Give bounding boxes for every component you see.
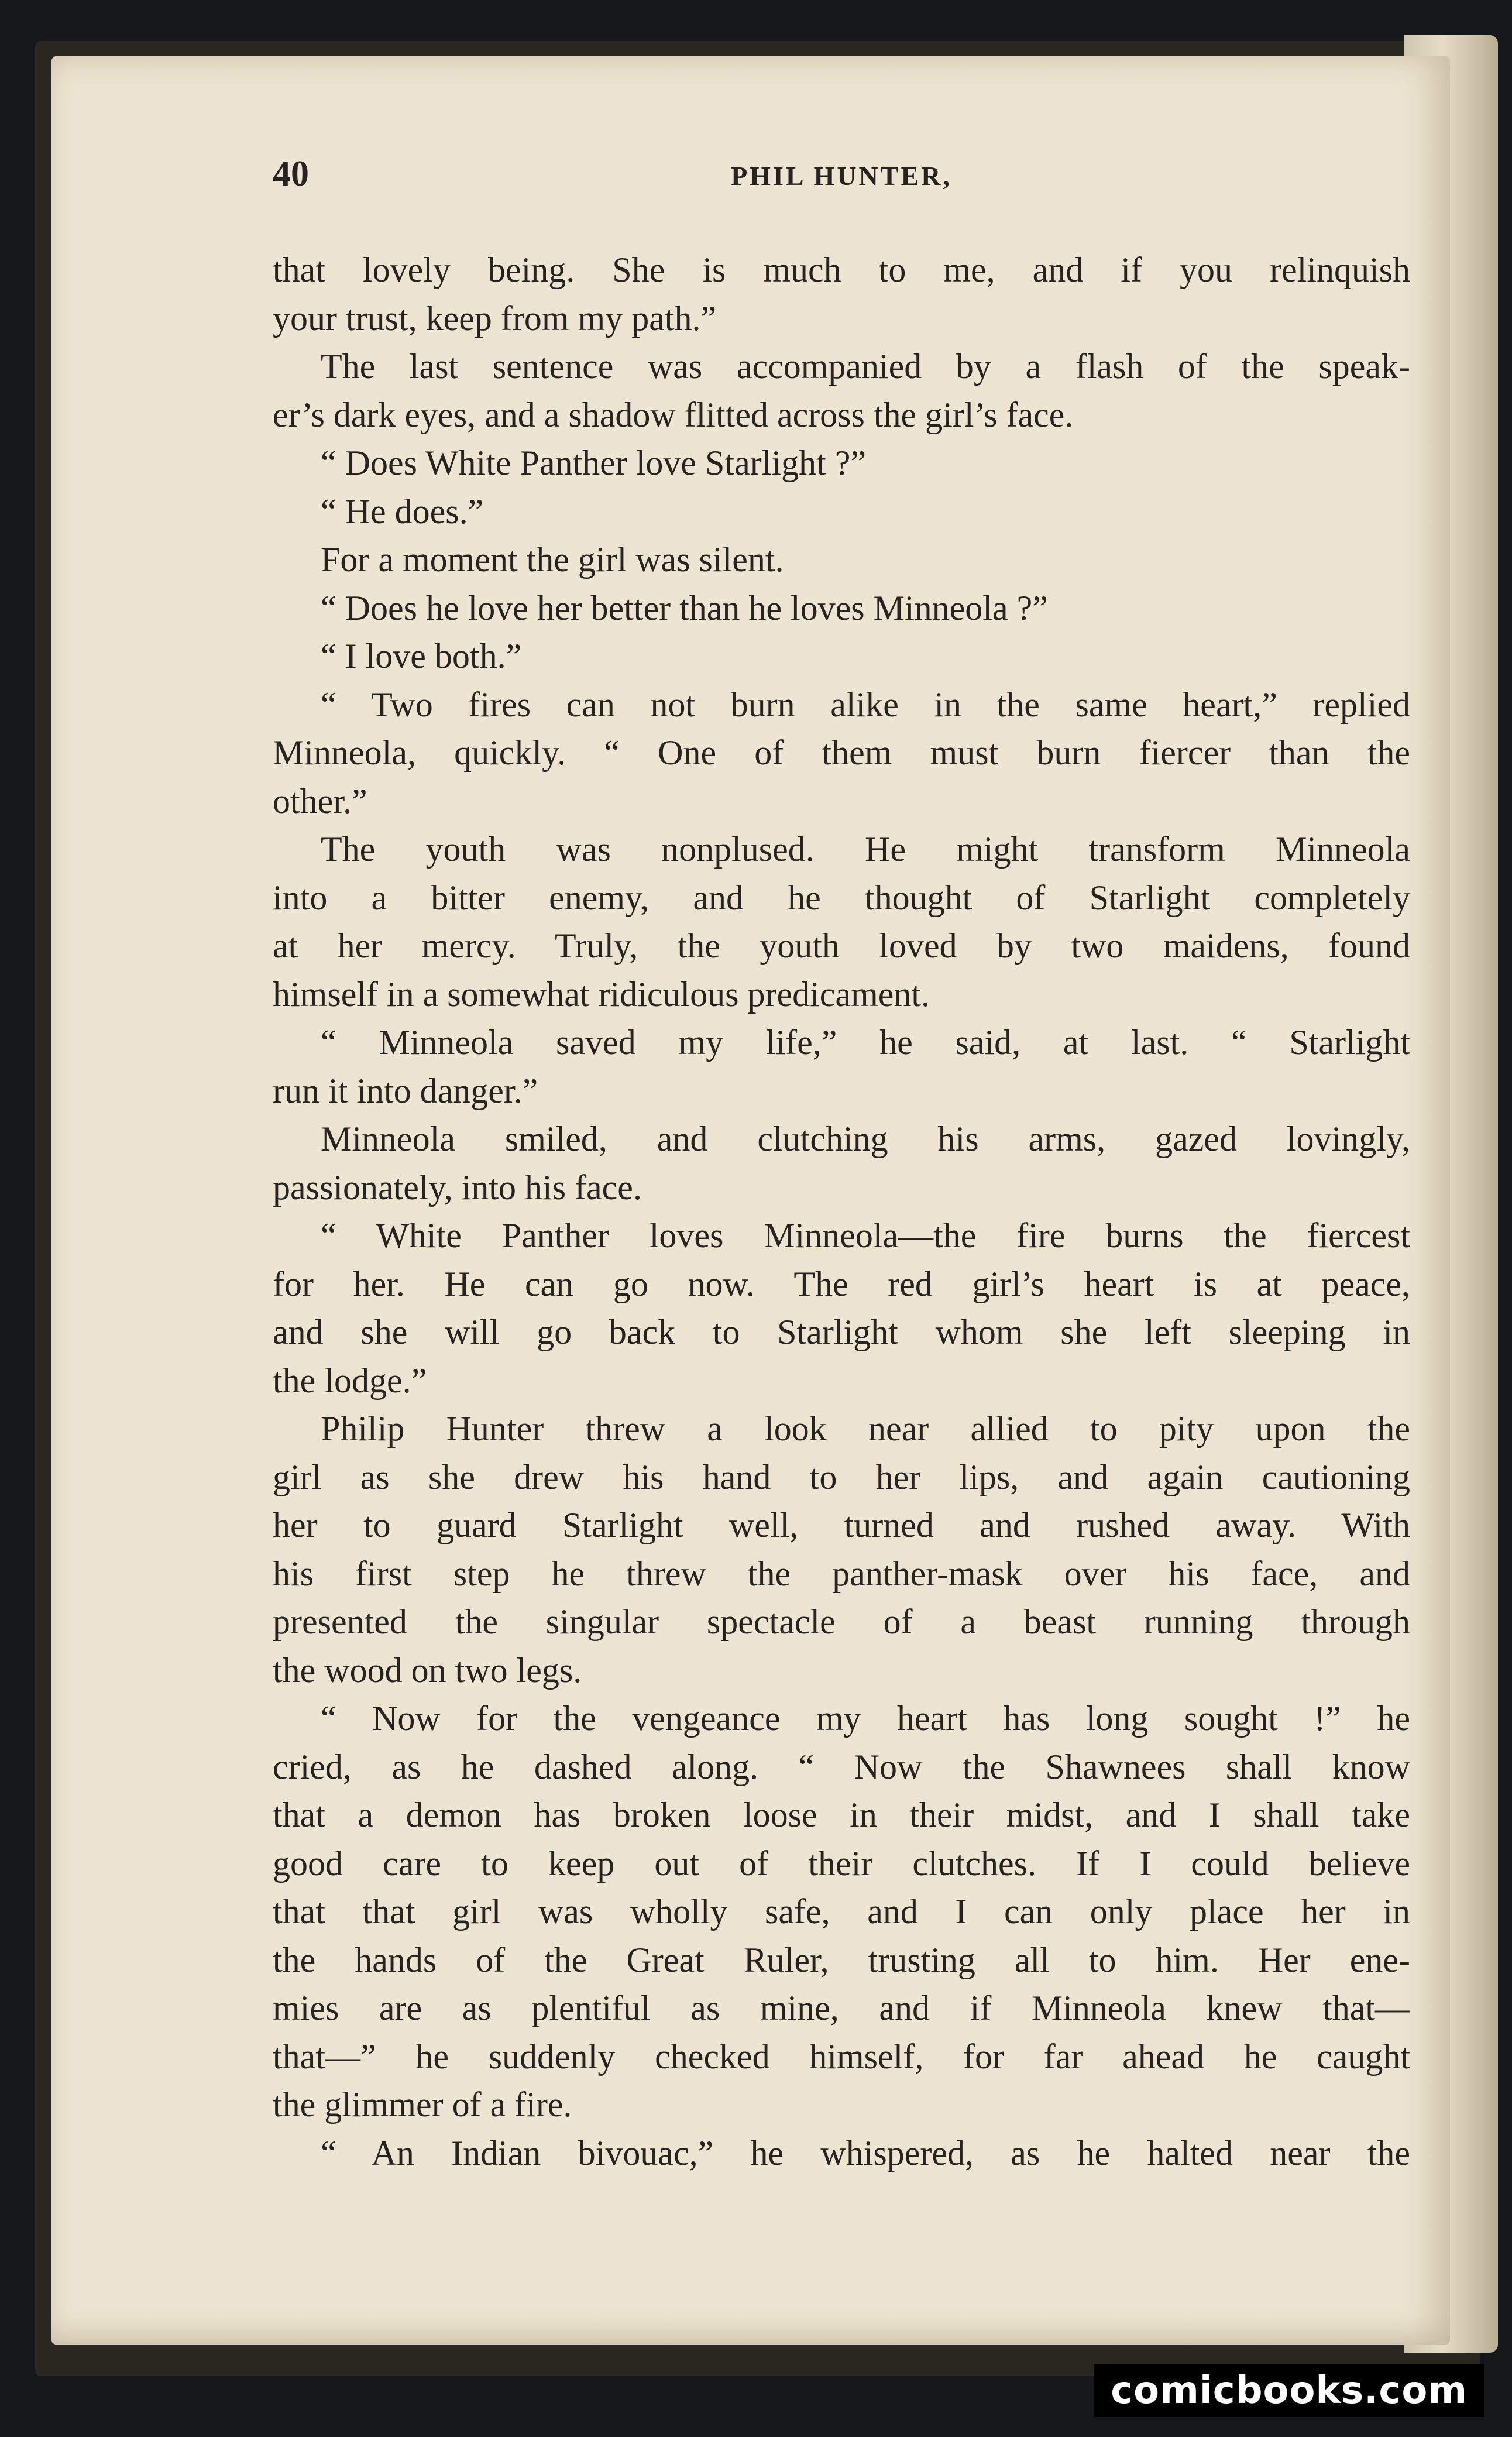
text-line: “ Two fires can not burn alike in the same heart,” replied	[321, 685, 1410, 724]
text-line: other.”	[273, 781, 367, 821]
text-line: “ Does White Panther love Starlight ?”	[321, 444, 866, 482]
text-line: good care to keep out of their clutches. If I could believe	[273, 1844, 1410, 1883]
text-line: “ Now for the vengeance my heart has long sought !” he	[321, 1699, 1410, 1738]
text-line: the hands of the Great Ruler, trusting all to him. Her ene-	[273, 1940, 1410, 1979]
text-line: For a moment the girl was silent.	[321, 540, 784, 579]
text-line: run it into danger.”	[273, 1071, 538, 1110]
text-line: that a demon has broken loose in their midst, and I shall take	[273, 1796, 1410, 1834]
text-line: presented the singular spectacle of a beast running through	[273, 1602, 1410, 1641]
running-title: PHIL HUNTER,	[731, 161, 952, 191]
text-line: “ Minneola saved my life,” he said, at last. “ Starlight	[321, 1023, 1410, 1062]
text-line: cried, as he dashed along. “ Now the Shawnees shall know	[273, 1747, 1410, 1786]
watermark: comicbooks.com	[1094, 2364, 1484, 2417]
text-line: girl as she drew his hand to her lips, and again cautioning	[273, 1457, 1410, 1496]
text-line: himself in a somewhat ridiculous predicament.	[273, 974, 930, 1014]
text-line: for her. He can go now. The red girl’s heart is at peace,	[273, 1264, 1410, 1303]
text-line: the glimmer of a fire.	[273, 2085, 572, 2124]
text-line: er’s dark eyes, and a shadow flitted across the girl’s face.	[273, 395, 1074, 434]
text-line: Minneola, quickly. “ One of them must burn fiercer than the	[273, 733, 1410, 772]
text-line: “ He does.”	[321, 492, 484, 531]
running-head	[273, 153, 1410, 206]
page-number: 40	[273, 154, 309, 194]
text-line: passionately, into his face.	[273, 1168, 642, 1207]
text-line: The last sentence was accompanied by a flash of the speak-	[321, 347, 1410, 386]
text-line: into a bitter enemy, and he thought of Starlight completely	[273, 878, 1410, 917]
text-line: his first step he threw the panther-mask over his face, and	[273, 1554, 1410, 1593]
text-line: and she will go back to Starlight whom she left sleeping in	[273, 1313, 1410, 1351]
text-line: “ Does he love her better than he loves Minneola ?”	[321, 588, 1048, 627]
text-line: “ I love both.”	[321, 637, 522, 675]
text-line: The youth was nonplused. He might transform Minneola	[321, 830, 1410, 869]
text-line: her to guard Starlight well, turned and rushed away. With	[273, 1506, 1410, 1544]
text-line: that that girl was wholly safe, and I can only place her in	[273, 1892, 1410, 1931]
text-line: your trust, keep from my path.”	[273, 298, 717, 338]
body-text	[273, 246, 1410, 2177]
text-line: that lovely being. She is much to me, and if you relinquish	[273, 250, 1410, 289]
text-line: “ White Panther loves Minneola—the fire burns the fiercest	[321, 1216, 1410, 1255]
text-line: that—” he suddenly checked himself, for far ahead he caught	[273, 2037, 1410, 2076]
text-line: Philip Hunter threw a look near allied to pity upon the	[321, 1409, 1410, 1448]
text-line: “ An Indian bivouac,” he whispered, as he halted near the	[321, 2133, 1410, 2172]
text-line: at her mercy. Truly, the youth loved by two maidens, found	[273, 926, 1410, 965]
text-line: the wood on two legs.	[273, 1650, 582, 1690]
text-line: the lodge.”	[273, 1361, 427, 1400]
text-line: mies are as plentiful as mine, and if Minneola knew that—	[273, 1989, 1410, 2027]
text-line: Minneola smiled, and clutching his arms, gazed lovingly,	[321, 1120, 1410, 1158]
